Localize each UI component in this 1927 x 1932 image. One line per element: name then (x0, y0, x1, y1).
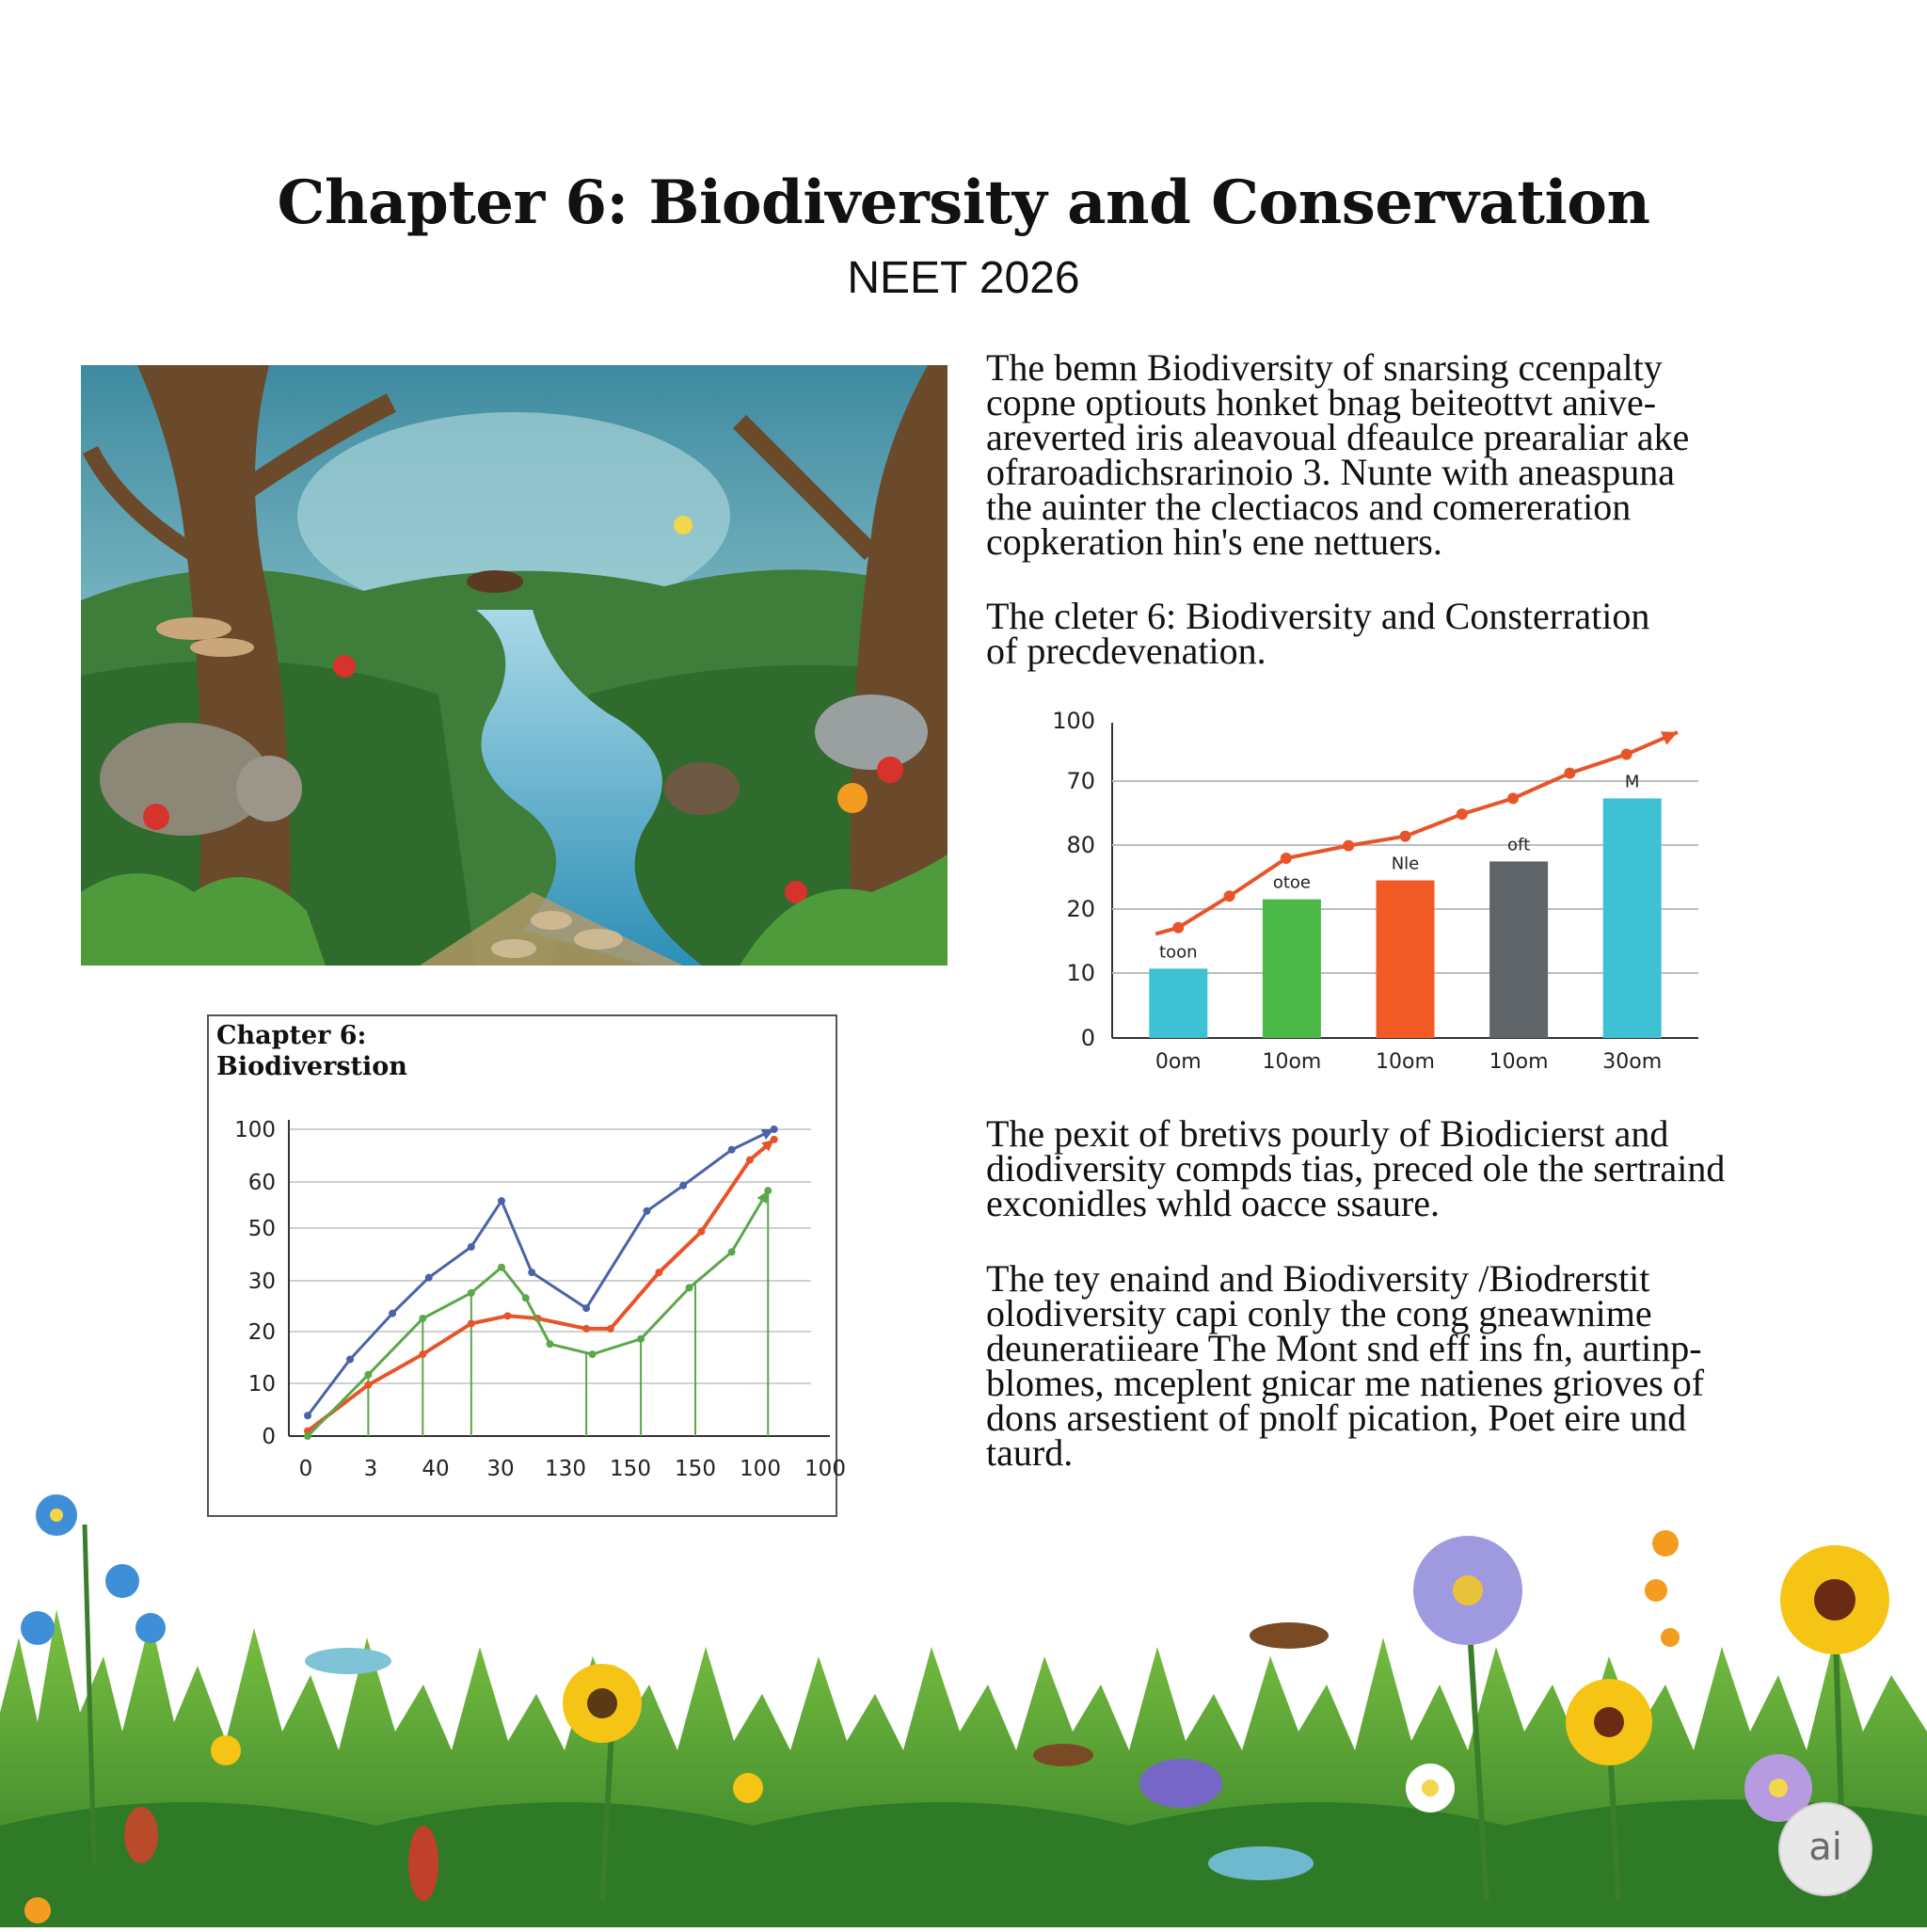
bar-chart-trend-point (1507, 792, 1519, 804)
line-chart-title: Chapter 6: Biodiverstion (216, 1021, 407, 1081)
line-chart-series-point (498, 1197, 505, 1205)
line-chart-series-point (419, 1315, 426, 1322)
line-chart-x-tick-label: 150 (675, 1457, 716, 1481)
bar-chart-bar (1377, 881, 1435, 1039)
line-chart-y-tick-label: 60 (247, 1171, 276, 1195)
bar-chart-trend-point (1621, 749, 1632, 760)
line-chart-series-point (697, 1228, 705, 1236)
bar-chart (1044, 704, 1703, 1080)
line-chart-series-point (468, 1289, 475, 1297)
line-chart-series-point (419, 1350, 426, 1358)
line-chart-series-point (425, 1274, 433, 1282)
bar-chart-data-label: Nle (1391, 854, 1420, 874)
line-chart-series-point (728, 1248, 736, 1255)
bar-chart-trend-point (1172, 922, 1184, 934)
bar-chart-x-tick-label: 10om (1489, 1050, 1549, 1074)
line-chart-series-point (498, 1264, 505, 1271)
line-chart-series-point (686, 1284, 693, 1291)
line-chart-series-point (582, 1325, 590, 1333)
bar-chart-data-label: M (1624, 772, 1640, 792)
bar-chart-x-tick-label: 30om (1602, 1050, 1663, 1074)
line-chart-series-point (468, 1319, 475, 1327)
bar-chart-y-tick-label: 10 (1066, 960, 1095, 986)
line-chart-series-point (582, 1304, 590, 1312)
line-chart-y-tick-label: 10 (247, 1372, 276, 1397)
paragraph-4: The tey enaind and Biodiversity /Biodrerstit olodiversity capi conly the cong gneawnime deuneratiieare The Mont snd eff ins fn, aurtinp- blomes, mceplent gnicar me natienes grioves of dons arsestient of pnolf pication, Poet eire und taurd. (986, 1257, 1705, 1474)
line-chart-series-point (364, 1371, 372, 1379)
line-chart-y-tick-label: 50 (247, 1217, 276, 1241)
line-chart-x-tick-label: 3 (363, 1457, 378, 1481)
line-chart-y-tick-label: 0 (262, 1425, 276, 1449)
bar-chart-trend-point (1400, 831, 1411, 842)
ai-watermark-badge: ai (1778, 1802, 1872, 1896)
forest-illustration (81, 365, 948, 966)
line-chart-y-tick-label: 100 (234, 1118, 276, 1142)
bar-chart-trend-point (1281, 853, 1292, 864)
bar-chart-bar (1149, 968, 1207, 1038)
line-chart-x-tick-label: 0 (298, 1457, 313, 1481)
line-chart-x-tick-label: 150 (610, 1457, 651, 1481)
bar-chart-x-tick-label: 10om (1376, 1050, 1435, 1074)
bar-chart-y-tick-label: 0 (1080, 1025, 1095, 1051)
bar-chart-x-tick-label: 0om (1155, 1050, 1202, 1074)
bar-chart-trend-point (1564, 768, 1575, 779)
paragraph-3: The pexit of bretivs pourly of Biodicierst and diodiversity compds tias, preced ole the sertraind exconidles whld oacce ssaure. (986, 1112, 1726, 1224)
line-chart-series-point (589, 1350, 597, 1358)
line-chart-y-tick-label: 30 (247, 1269, 276, 1294)
line-chart-y-tick-label: 20 (247, 1320, 276, 1345)
line-chart-series-point (637, 1335, 645, 1343)
line-chart-series-point (746, 1157, 754, 1164)
line-chart-series-point (522, 1294, 530, 1301)
line-chart-series-point (346, 1356, 354, 1364)
line-chart-x-tick-label: 40 (422, 1457, 450, 1481)
bar-chart-bar (1489, 861, 1548, 1038)
line-chart (209, 1016, 846, 1519)
line-chart-series-point (728, 1146, 736, 1154)
paragraph-2: The cleter 6: Biodiversity and Consterration of precdevenation. (986, 595, 1650, 672)
line-chart-panel (207, 1014, 846, 1517)
line-chart-series-line (308, 1129, 774, 1415)
line-chart-series-point (607, 1325, 614, 1333)
line-chart-series-point (528, 1269, 535, 1276)
bar-chart-trend-point (1343, 840, 1354, 852)
line-chart-series-point (547, 1340, 554, 1348)
bar-chart-trend-point (1224, 890, 1235, 902)
bar-chart-y-tick-label: 70 (1066, 768, 1095, 794)
line-chart-series-point (304, 1412, 311, 1419)
bar-chart-trend-point (1457, 808, 1468, 820)
page-title: Chapter 6: Biodiversity and Conservation (277, 168, 1650, 238)
bar-chart-bar (1603, 798, 1662, 1038)
bar-chart-x-tick-label: 10om (1262, 1050, 1322, 1074)
bar-chart-y-tick-label: 80 (1066, 832, 1095, 858)
line-chart-x-tick-label: 100 (804, 1457, 846, 1481)
line-chart-series-point (364, 1381, 372, 1389)
line-chart-series-point (679, 1182, 687, 1190)
line-chart-series-point (468, 1243, 475, 1251)
line-chart-x-tick-label: 30 (486, 1457, 515, 1481)
bar-chart-data-label: oft (1507, 835, 1531, 855)
bar-chart-data-label: otoe (1272, 872, 1311, 893)
line-chart-series-point (503, 1312, 511, 1319)
line-chart-series-line (308, 1140, 774, 1431)
bar-chart-y-tick-label: 20 (1066, 896, 1095, 922)
bar-chart-bar (1263, 900, 1321, 1038)
line-chart-x-tick-label: 100 (740, 1457, 781, 1481)
line-chart-series-point (304, 1432, 311, 1440)
line-chart-series-point (389, 1310, 396, 1317)
line-chart-x-tick-label: 130 (545, 1457, 586, 1481)
bar-chart-y-tick-label: 100 (1052, 708, 1095, 734)
paragraph-1: The bemn Biodiversity of snarsing ccenpalty copne optiouts honket bnag beiteottvt anive- areverted iris aleavoual dfeaulce prearaliar ake ofraroadichsrarinoio 3. Nunte with aneaspuna the auinter the clectiacos and comereration copkeration hin's ene nettuers. (986, 346, 1690, 563)
line-chart-series-point (644, 1207, 651, 1215)
bar-chart-data-label: toon (1159, 942, 1198, 963)
line-chart-series-point (655, 1269, 662, 1276)
meadow-illustration (0, 1468, 1927, 1927)
page-subtitle: NEET 2026 (847, 253, 1080, 303)
